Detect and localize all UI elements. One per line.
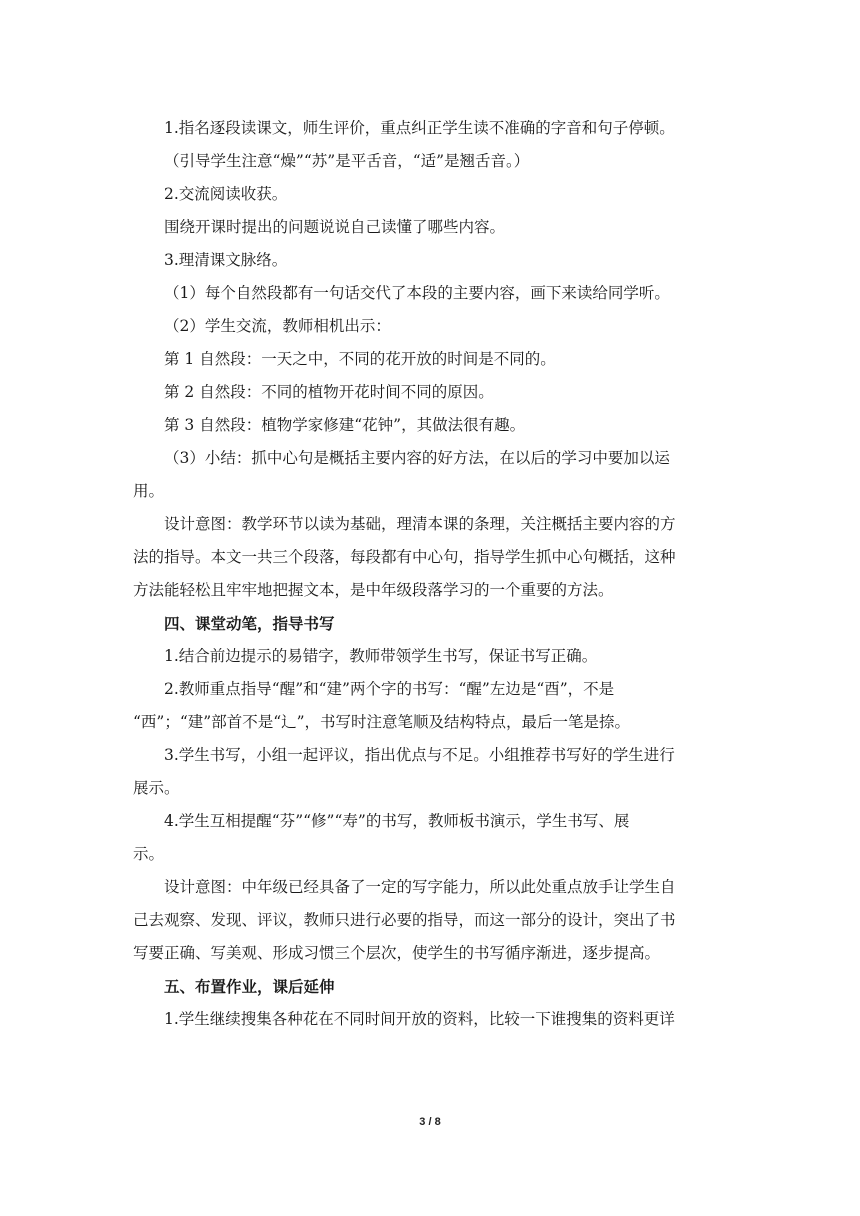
paragraph-line: （引导学生注意“燥”“苏”是平舌音，“适”是翘舌音。） <box>164 152 530 170</box>
paragraph-line: 第 1 自然段：一天之中，不同的花开放的时间是不同的。 <box>164 350 556 368</box>
paragraph-line: 展示。 <box>133 779 180 797</box>
paragraph-line: 用。 <box>133 482 165 500</box>
paragraph-line: 示。 <box>133 845 165 863</box>
paragraph-line: 3.学生书写，小组一起评议，指出优点与不足。小组推荐书写好的学生进行 <box>164 746 675 764</box>
paragraph-line: 围绕开课时提出的问题说说自己读懂了哪些内容。 <box>164 218 506 236</box>
paragraph-line: （3）小结：抓中心句是概括主要内容的好方法，在以后的学习中要加以运 <box>164 449 670 467</box>
paragraph-line: 设计意图：教学环节以读为基础，理清本课的条理，关注概括主要内容的方 <box>164 515 676 533</box>
paragraph-line: 2.交流阅读收获。 <box>164 185 288 203</box>
section-heading: 四、课堂动笔，指导书写 <box>164 614 335 633</box>
paragraph-line: 设计意图：中年级已经具备了一定的写字能力，所以此处重点放手让学生自 <box>164 878 676 896</box>
paragraph-line: （1）每个自然段都有一句话交代了本段的主要内容，画下来读给同学听。 <box>164 284 670 302</box>
paragraph-line: 方法能轻松且牢牢地把握文本，是中年级段落学习的一个重要的方法。 <box>133 581 614 599</box>
paragraph-line: 写要正确、写美观、形成习惯三个层次，使学生的书写循序渐进，逐步提高。 <box>133 944 661 962</box>
paragraph-line: 法的指导。本文一共三个段落，每段都有中心句，指导学生抓中心句概括，这种 <box>133 548 676 566</box>
paragraph-line: 1.结合前边提示的易错字，教师带领学生书写，保证书写正确。 <box>164 647 598 665</box>
paragraph-line: （2）学生交流，教师相机出示： <box>164 317 391 335</box>
paragraph-line: 第 2 自然段：不同的植物开花时间不同的原因。 <box>164 383 494 401</box>
paragraph-line: 第 3 自然段：植物学家修建“花钟”，其做法很有趣。 <box>164 416 526 434</box>
paragraph-line: 3.理清课文脉络。 <box>164 251 288 269</box>
paragraph-line: 1.学生继续搜集各种花在不同时间开放的资料，比较一下谁搜集的资料更详 <box>164 1010 675 1028</box>
page-number: 3 / 8 <box>419 1116 441 1128</box>
document-body <box>133 112 733 1036</box>
paragraph-line: 1.指名逐段读课文，师生评价，重点纠正学生读不准确的字音和句子停顿。 <box>164 119 675 137</box>
paragraph-line: “西”；“建”部首不是“辶”，书写时注意笔顺及结构特点，最后一笔是捺。 <box>133 713 631 731</box>
paragraph-line: 2.教师重点指导“醒”和“建”两个字的书写：“醒”左边是“酉”，不是 <box>164 680 615 698</box>
paragraph-line: 己去观察、发现、评议，教师只进行必要的指导，而这一部分的设计，突出了书 <box>133 911 676 929</box>
paragraph-line: 4.学生互相提醒“芬”“修”“寿”的书写，教师板书演示，学生书写、展 <box>164 812 630 830</box>
section-heading: 五、布置作业，课后延伸 <box>164 977 335 996</box>
